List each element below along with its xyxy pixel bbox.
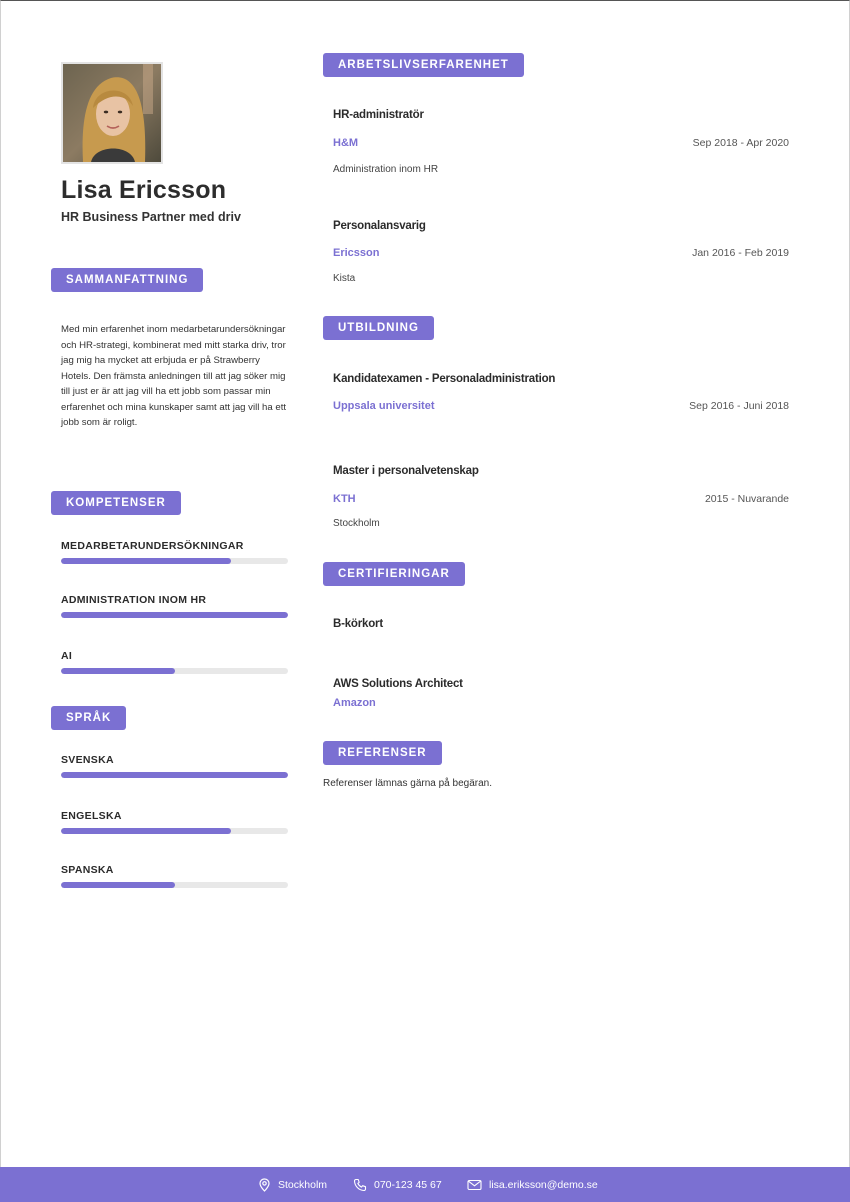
section-heading-certifications: CERTIFIERINGAR bbox=[323, 562, 465, 586]
language-label: SPANSKA bbox=[61, 864, 114, 876]
experience-dates: Sep 2018 - Apr 2020 bbox=[692, 137, 789, 149]
skill-label: MEDARBETARUNDERSÖKNINGAR bbox=[61, 540, 244, 552]
section-heading-languages: SPRÅK bbox=[51, 706, 126, 730]
skill-bar-fill bbox=[61, 668, 175, 674]
references-text: Referenser lämnas gärna på begäran. bbox=[323, 778, 492, 789]
candidate-headline: HR Business Partner med driv bbox=[61, 210, 241, 224]
education-degree: Kandidatexamen - Personaladministration bbox=[333, 373, 556, 385]
section-heading-summary: SAMMANFATTNING bbox=[51, 268, 203, 292]
education-dates: Sep 2016 - Juni 2018 bbox=[689, 400, 789, 412]
section-heading-experience: ARBETSLIVSERFARENHET bbox=[323, 53, 524, 77]
summary-text: Med min erfarenhet inom medarbetarundersökningar och HR-strategi, kombinerat med mitt starka driv, tror jag mig ha mycket att erbjuda er på Strawberry Hotels. Den främsta anledningen till att jag söker mig till just er är att jag vill ha ett jobb som passar min erfarenhet och mina kunskaper samt att jag vill ha ett jobb som är roligt. bbox=[61, 324, 287, 428]
experience-employer: Ericsson bbox=[333, 247, 380, 259]
section-heading-references: REFERENSER bbox=[323, 741, 442, 765]
experience-title: Personalansvarig bbox=[333, 220, 426, 232]
skill-label: AI bbox=[61, 650, 73, 662]
language-bar-fill bbox=[61, 882, 175, 888]
education-dates: 2015 - Nuvarande bbox=[704, 493, 789, 505]
skill-bar-fill bbox=[61, 612, 288, 618]
experience-title: HR-administratör bbox=[333, 109, 424, 121]
language-bar-track bbox=[61, 772, 288, 778]
experience-dates: Jan 2016 - Feb 2019 bbox=[692, 247, 789, 259]
language-label: ENGELSKA bbox=[61, 810, 122, 822]
skill-item bbox=[61, 650, 288, 665]
envelope-icon bbox=[467, 1179, 482, 1191]
language-bar-fill bbox=[61, 772, 288, 778]
skill-bar-fill bbox=[61, 558, 231, 564]
experience-description: Administration inom HR bbox=[333, 164, 439, 175]
certification-issuer: Amazon bbox=[333, 697, 376, 709]
footer-phone-text: 070-123 45 67 bbox=[374, 1178, 442, 1191]
certification-title: AWS Solutions Architect bbox=[333, 678, 463, 690]
education-degree: Master i personalvetenskap bbox=[333, 465, 479, 477]
language-bar-fill bbox=[61, 828, 231, 834]
certification-title: B-körkort bbox=[333, 618, 383, 630]
skill-label: ADMINISTRATION INOM HR bbox=[61, 594, 207, 606]
skill-bar-track bbox=[61, 612, 288, 618]
section-heading-skills: KOMPETENSER bbox=[51, 491, 181, 515]
experience-employer: H&M bbox=[333, 137, 359, 149]
footer-email[interactable] bbox=[467, 1167, 598, 1202]
contact-footer bbox=[0, 1167, 850, 1202]
phone-icon bbox=[353, 1178, 367, 1192]
language-label: SVENSKA bbox=[61, 754, 114, 766]
footer-location-text: Stockholm bbox=[278, 1178, 328, 1191]
language-item bbox=[61, 810, 288, 825]
footer-phone[interactable] bbox=[353, 1167, 442, 1202]
language-bar-track bbox=[61, 882, 288, 888]
experience-description: Kista bbox=[333, 273, 356, 284]
footer-email-text: lisa.eriksson@demo.se bbox=[489, 1178, 598, 1191]
education-school: Uppsala universitet bbox=[333, 400, 435, 412]
skill-bar-track bbox=[61, 558, 288, 564]
education-location: Stockholm bbox=[333, 518, 380, 529]
section-heading-education: UTBILDNING bbox=[323, 316, 434, 340]
profile-photo bbox=[61, 62, 163, 164]
language-item bbox=[61, 864, 288, 879]
skill-item bbox=[61, 594, 288, 609]
language-bar-track bbox=[61, 828, 288, 834]
footer-location bbox=[258, 1167, 327, 1202]
skill-item bbox=[61, 540, 288, 555]
location-pin-icon bbox=[258, 1178, 271, 1192]
language-item bbox=[61, 754, 288, 769]
candidate-name: Lisa Ericsson bbox=[61, 176, 227, 204]
education-school: KTH bbox=[333, 493, 356, 505]
skill-bar-track bbox=[61, 668, 288, 674]
